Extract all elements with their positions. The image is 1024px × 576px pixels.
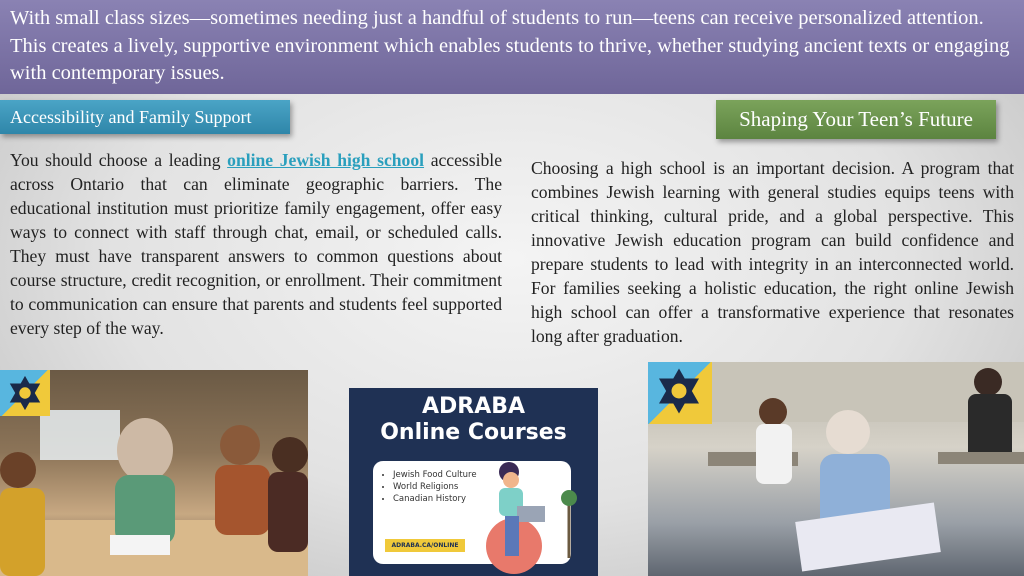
poster-link-tag: ADRABA.CA/ONLINE xyxy=(385,539,465,552)
course-item: • Jewish Food Culture xyxy=(393,469,477,481)
classroom-photo xyxy=(648,362,1024,576)
star-of-david-badge xyxy=(0,370,50,416)
accessibility-text-start: You should choose a leading xyxy=(10,150,228,170)
accessibility-text-end: accessible across Ontario that can eliminate geographic barriers. The educational institution must prioritize family engagement, offer easy ways to connect with staff through chat, email, or scheduled calls. They must have transparent answers to common questions about course structure, credit recognition, or enrollment. Their commitment to communication can ensure that parents and students feel supported every step of the way. xyxy=(10,150,503,338)
family-meeting-photo xyxy=(0,370,308,576)
poster-title-line1: ADRABA xyxy=(421,394,526,419)
poster-title-line2: Online Courses xyxy=(380,420,567,445)
star-of-david-badge xyxy=(648,362,712,424)
adraba-courses-poster xyxy=(349,388,598,576)
intro-text: With small class sizes—sometimes needing just a handful of students to run—teens can receive personalized attention. This creates a lively, supportive environment which enables students to thrive, whether studying ancient texts or engaging with contemporary issues. xyxy=(10,7,1010,84)
intro-banner xyxy=(0,0,1024,94)
course-item: • World Religions xyxy=(393,481,477,493)
online-school-link[interactable]: online Jewish high school xyxy=(227,150,425,170)
course-item: • Canadian History xyxy=(393,493,477,505)
accessibility-paragraph xyxy=(10,148,502,340)
star-of-david-icon xyxy=(6,374,44,412)
star-of-david-icon xyxy=(654,366,704,416)
student-laptop-illustration xyxy=(349,388,598,576)
future-paragraph: Choosing a high school is an important decision. A program that combines Jewish learning with general studies equips teens with critical thinking, cultural pride, and a global perspective. This innovative Jewish education program can build confidence and prepare students to lead with integrity in an interconnected world. For families seeking a holistic education, the right online Jewish high school can offer a transformative experience that resonates long after graduation. xyxy=(531,158,1014,346)
section-heading-future: Shaping Your Teen’s Future xyxy=(716,100,996,139)
section-heading-accessibility: Accessibility and Family Support xyxy=(0,100,290,134)
